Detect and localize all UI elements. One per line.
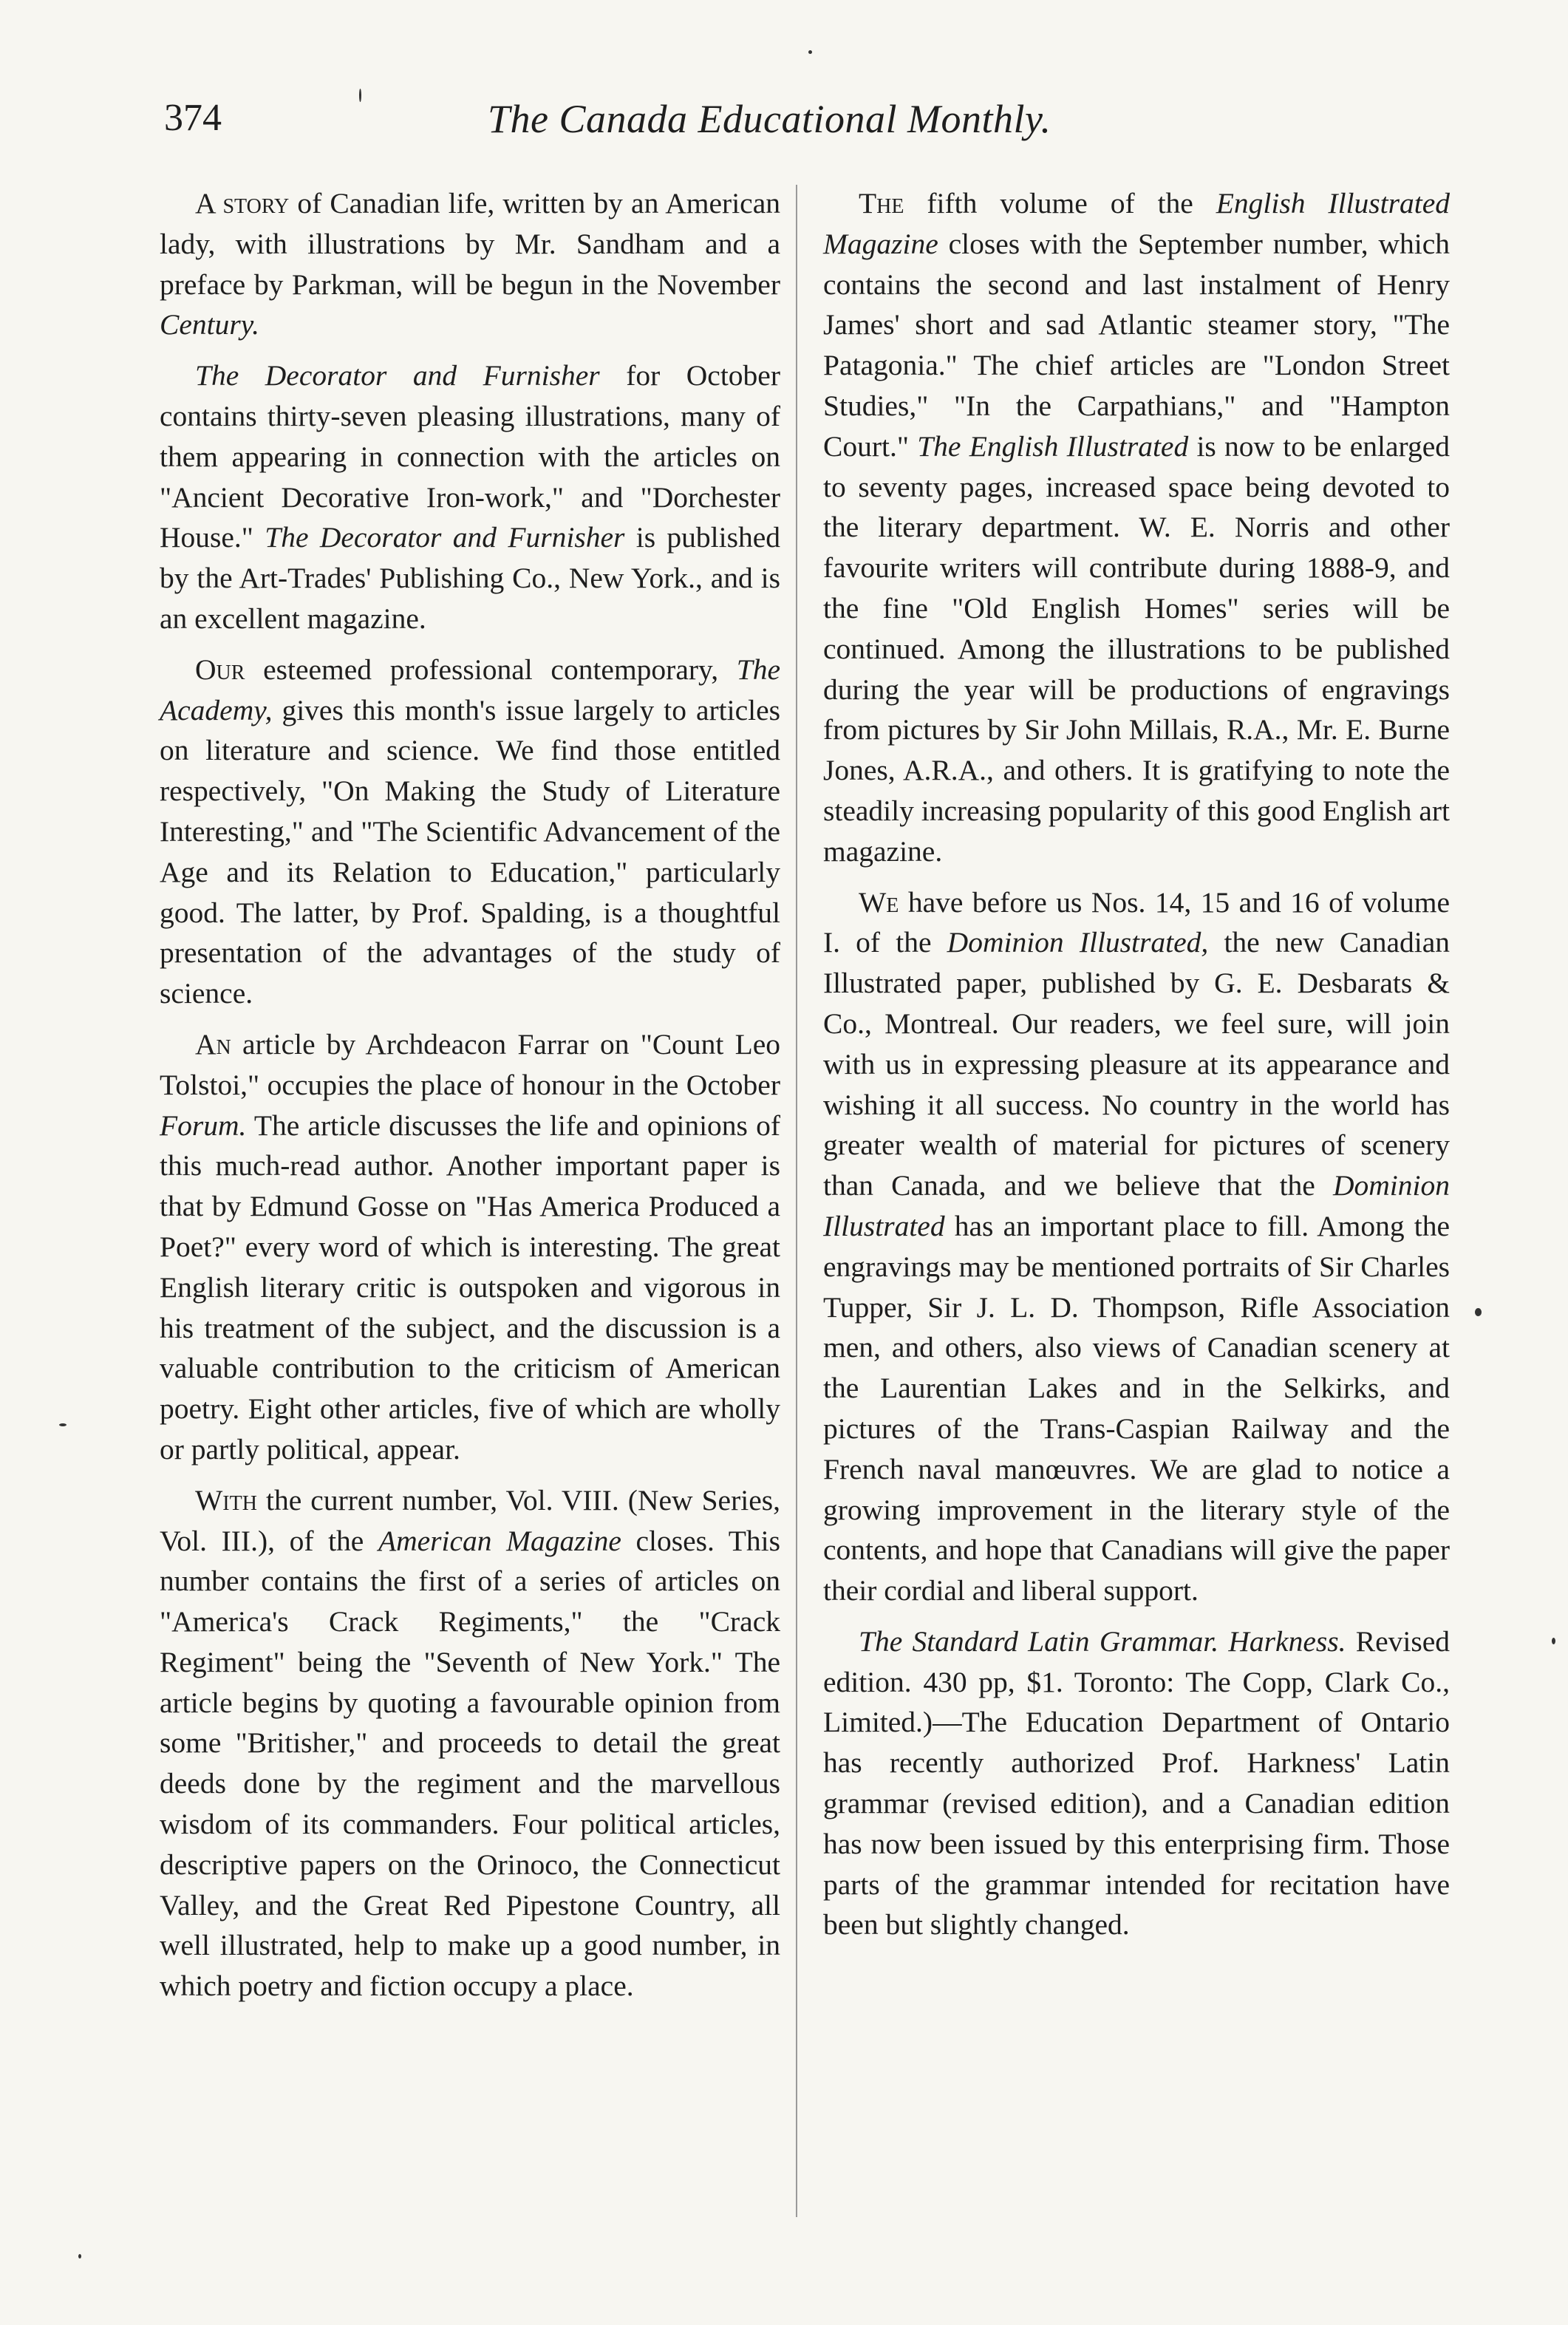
publication-title: The Academy, xyxy=(160,653,780,726)
running-title: The Canada Educational Monthly. xyxy=(488,97,1051,141)
column-divider xyxy=(796,185,797,2217)
text-run: for October contains thirty-seven pleasing illustrations, many of them appearing in connection with the articles on "Ancient Decorative Iron-work," and "Dorchester House." xyxy=(160,359,780,554)
paragraph-latin-grammar xyxy=(823,1621,1450,1945)
scan-speck xyxy=(59,1423,67,1426)
lead-word: A story xyxy=(195,187,290,219)
scan-speck xyxy=(1552,1638,1555,1644)
scan-speck xyxy=(808,50,812,54)
paragraph-forum xyxy=(160,1024,780,1470)
page-header xyxy=(0,96,1568,163)
paragraph-academy xyxy=(160,650,780,1014)
scan-speck xyxy=(359,89,361,102)
publication-title: Forum. xyxy=(160,1109,247,1142)
text-run: gives this month's issue largely to articles on literature and science. We find those entitled respectively, "On Making the Study of Literature Interesting," and "The Scientific Advancement of the Age and its Relation to Education," particularly good. The latter, by Prof. Spalding, is a thoughtful presentation of the advantages of the study of science. xyxy=(160,693,780,1010)
text-run: closes with the September number, which contains the second and last instalment of Henry James' short and sad Atlantic steamer story, "The Patagonia." The chief articles are "London Street Studies," "In the Carpathians," and "Hampton Court." xyxy=(823,227,1450,463)
scan-speck xyxy=(1475,1308,1482,1316)
text-run: The article discusses the life and opinions of this much-read author. Another important paper is that by Edmund Gosse on "Has America Produced a Poet?" every word of which is interesting. The great English literary critic is outspoken and vigorous in his treatment of the subject, and the discussion is a valuable contribution to the criticism of American poetry. Eight other articles, five of which are wholly or partly political, appear. xyxy=(160,1109,780,1466)
lead-word: An xyxy=(195,1027,231,1061)
publication-title: Dominion Illustrated, xyxy=(947,926,1209,959)
text-run: fifth volume of the xyxy=(904,187,1216,219)
text-run: has an important place to fill. Among the engravings may be mentioned portraits of Sir Charles Tupper, Sir J. L. D. Thompson, Rifle Association men, and others, also views of Canadian scenery at the Laurentian Lakes and in the Selkirks, and pictures of the Trans-Caspian Railway and the French naval manœuvres. We are glad to notice a growing improvement in the literary style of the contents, and hope that Canadians will give the paper their cordial and liberal support. xyxy=(823,1209,1450,1607)
book-title: The Standard Latin Grammar. Harkness. xyxy=(859,1624,1346,1658)
publication-title: The Decorator and Furnisher xyxy=(265,521,625,554)
text-run: of Canadian life, written by an American lady, with illustrations by Mr. Sandham and a preface by Parkman, will be begun in the November xyxy=(160,187,780,301)
publication-title: American Magazine xyxy=(378,1524,621,1557)
lead-word: The xyxy=(859,187,904,219)
text-run: esteemed professional contemporary, xyxy=(245,653,737,686)
paragraph-decorator-furnisher xyxy=(160,355,780,639)
publication-title: Dominion Illustrated xyxy=(823,1169,1450,1242)
paragraph-american-magazine xyxy=(160,1480,780,2006)
text-run: the current number, Vol. VIII. (New Series, Vol. III.), of the xyxy=(160,1483,780,1557)
text-run: closes. This number contains the first of a series of articles on "America's Crack Regiments," the "Crack Regiment" being the "Seventh of New York." The article begins by quoting a favourable opinion from some "Britisher," and proceeds to detail the great deeds done by the regiment and the marvellous wisdom of its commanders. Four political articles, descriptive papers on the Orinoco, the Connecticut Valley, and the Great Red Pipestone Country, all well illustrated, help to make up a good number, in which poetry and fiction occupy a place. xyxy=(160,1524,780,2003)
scan-speck xyxy=(78,2254,81,2258)
publication-title: Century. xyxy=(160,308,259,341)
text-run: the new Canadian Illustrated paper, published by G. E. Desbarats & Co., Montreal. Our readers, we feel sure, will join with us in expressing pleasure at its appearance and wishing it all success. No country in the world has greater wealth of material for pictures of scenery than Canada, and we believe that the xyxy=(823,926,1451,1202)
text-run: is published by the Art-Trades' Publishing Co., New York., and is an excellent magazine. xyxy=(160,521,781,635)
text-run: article by Archdeacon Farrar on "Count Leo Tolstoi," occupies the place of honour in the October xyxy=(160,1027,780,1101)
text-run: Revised edition. 430 pp, $1. Toronto: The Copp, Clark Co., Limited.)—The Education Department of Ontario has recently authorized Prof. Harkness' Latin grammar (revised edition), and a Canadian edition has now been issued by this enterprising firm. Those parts of the grammar intended for recitation have been but slightly changed. xyxy=(823,1624,1450,1941)
lead-word: With xyxy=(195,1483,257,1516)
paragraph-dominion-illustrated xyxy=(823,882,1450,1611)
text-run: have before us Nos. 14, 15 and 16 of volume I. of the xyxy=(823,885,1450,959)
publication-title: English Illustrated Magazine xyxy=(823,187,1450,260)
lead-word: Our xyxy=(195,653,245,686)
publication-title: The English Illustrated xyxy=(917,429,1189,463)
lead-word: We xyxy=(859,885,899,919)
right-column xyxy=(823,183,1450,1955)
publication-title: The Decorator and Furnisher xyxy=(195,359,600,392)
paragraph-english-illustrated xyxy=(823,183,1450,872)
page-number: 374 xyxy=(164,97,222,139)
left-column xyxy=(160,183,780,2017)
paragraph-century xyxy=(160,183,780,345)
text-run: is now to be enlarged to seventy pages, increased space being devoted to the literary department. W. E. Norris and other favourite writers will contribute during 1888-9, and the fine "Old English Homes" series will be continued. Among the illustrations to be published during the year will be productions of engravings from pictures by Sir John Millais, R.A., Mr. E. Burne Jones, A.R.A., and others. It is gratifying to note the steadily increasing popularity of this good English art magazine. xyxy=(823,429,1451,868)
